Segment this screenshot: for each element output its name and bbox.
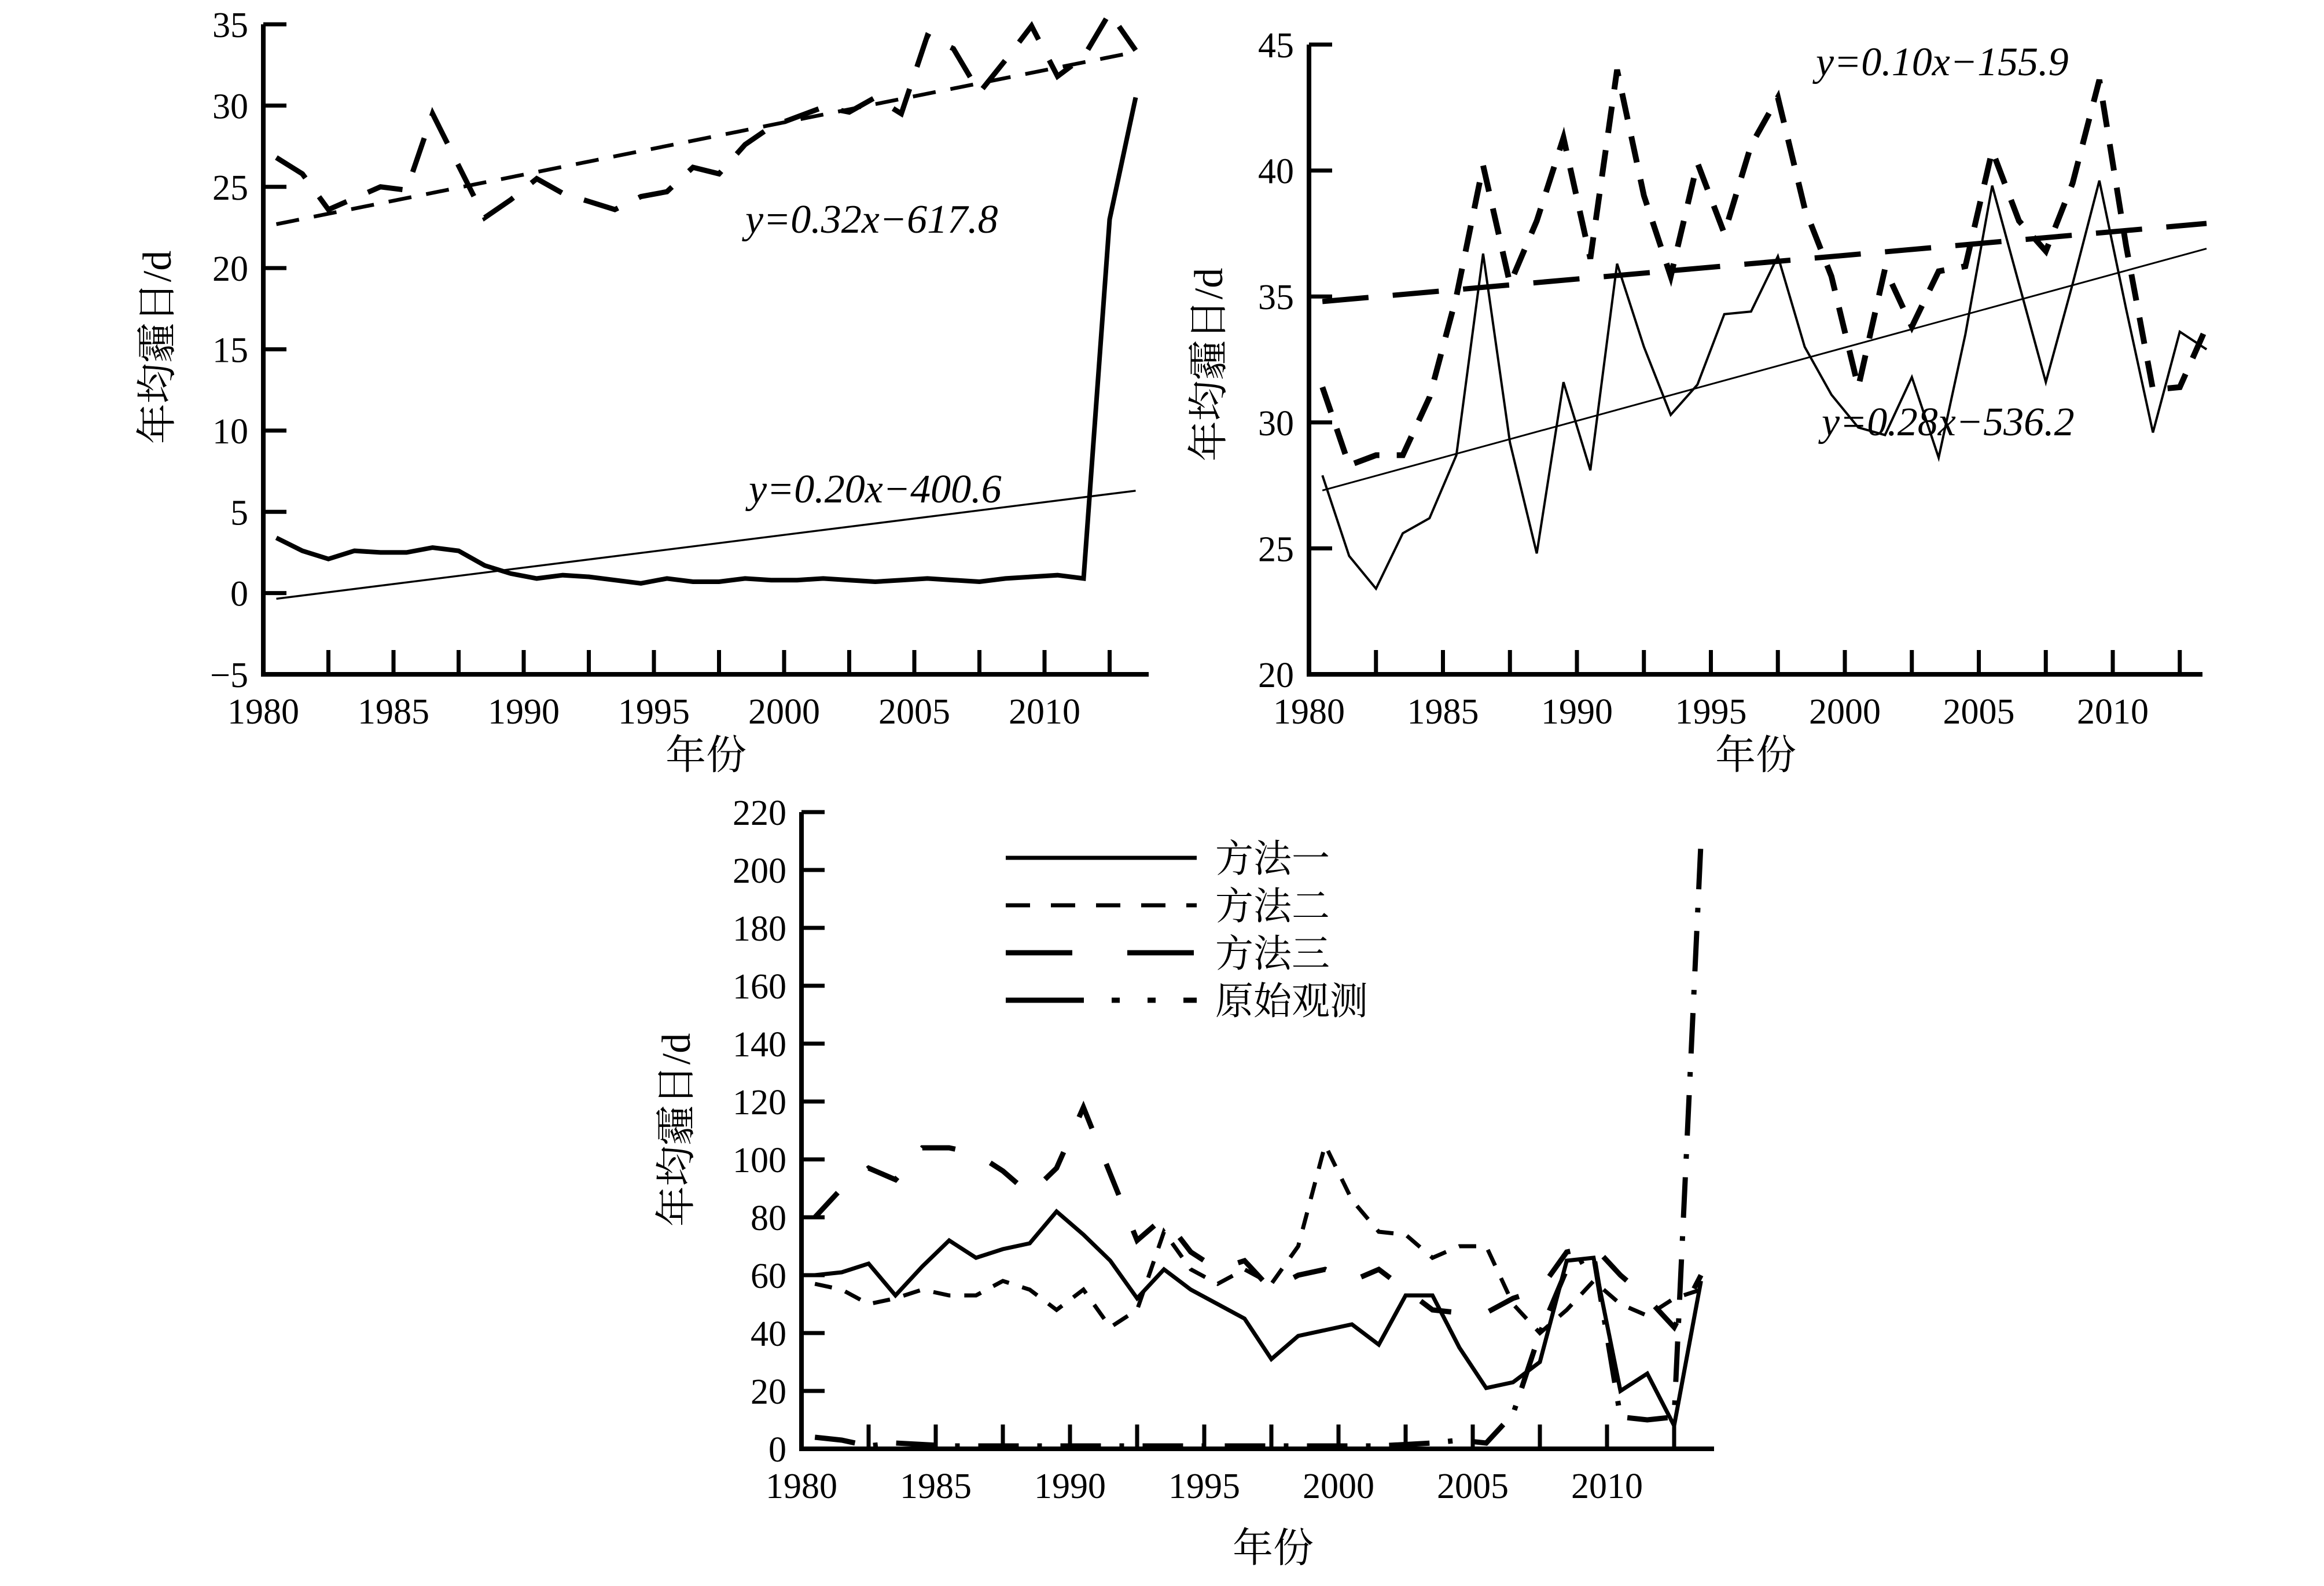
y-tick-label: 20 xyxy=(212,249,248,289)
x-axis-title: 年份 xyxy=(1715,733,1796,778)
x-tick-label: 1980 xyxy=(227,692,299,732)
x-tick-label: 1990 xyxy=(488,692,560,732)
y-tick-label: 40 xyxy=(751,1315,786,1354)
y-tick-label: 100 xyxy=(733,1141,786,1180)
y-tick-label: 180 xyxy=(733,909,786,949)
x-tick-label: 1990 xyxy=(1541,692,1613,732)
y-tick-label: 25 xyxy=(212,168,248,208)
series-reconstructed-series xyxy=(277,13,1136,218)
x-tick-label: 1995 xyxy=(1168,1467,1240,1506)
series-observed-series xyxy=(815,841,1701,1446)
y-tick-label: 200 xyxy=(733,851,786,891)
y-tick-label: 30 xyxy=(212,87,248,127)
y-tick-label: 35 xyxy=(1258,278,1294,318)
x-axis-title: 年份 xyxy=(1233,1526,1314,1571)
legend-label-method2: 方法二 xyxy=(1215,886,1330,928)
y-tick-label: 140 xyxy=(733,1025,786,1064)
x-tick-label: 2005 xyxy=(1943,692,2015,732)
y-tick-label: 15 xyxy=(212,331,248,370)
equation-annotation: y=0.32x−617.8 xyxy=(745,197,998,242)
y-tick-label: 0 xyxy=(230,574,248,614)
x-tick-label: 2005 xyxy=(878,692,950,732)
y-tick-label: 40 xyxy=(1258,152,1294,192)
legend-label-method1: 方法一 xyxy=(1215,838,1330,880)
y-tick-label: 60 xyxy=(751,1257,786,1296)
y-tick-label: 30 xyxy=(1258,403,1294,443)
x-tick-label: 2000 xyxy=(1303,1467,1374,1506)
y-tick-label: 45 xyxy=(1258,26,1294,65)
y-tick-label: −5 xyxy=(210,656,248,695)
y-tick-label: 20 xyxy=(751,1372,786,1412)
legend-label-observed: 原始观测 xyxy=(1215,981,1368,1023)
x-tick-label: 1980 xyxy=(1273,692,1345,732)
x-tick-label: 1985 xyxy=(358,692,429,732)
y-tick-label: 220 xyxy=(733,794,786,833)
legend-label-method3: 方法三 xyxy=(1215,933,1330,975)
equation-annotation: y=0.20x−400.6 xyxy=(749,467,1002,512)
x-tick-label: 1985 xyxy=(900,1467,972,1506)
y-axis-title: 年均霾日/d xyxy=(1187,267,1231,462)
x-tick-label: 1995 xyxy=(618,692,690,732)
y-tick-label: 20 xyxy=(1258,656,1294,695)
series-method1-series xyxy=(815,1211,1701,1426)
chart-panel-top-right xyxy=(1187,26,2207,778)
x-tick-label: 1995 xyxy=(1675,692,1747,732)
x-tick-label: 2010 xyxy=(1009,692,1080,732)
series-solid-series xyxy=(1322,181,2207,589)
chart-panel-bottom xyxy=(654,794,1714,1571)
x-tick-label: 1980 xyxy=(766,1467,837,1506)
equation-annotation: y=0.28x−536.2 xyxy=(1822,400,2075,445)
y-tick-label: 0 xyxy=(768,1430,786,1470)
y-tick-label: 80 xyxy=(751,1199,786,1238)
x-tick-label: 2010 xyxy=(2077,692,2149,732)
y-tick-label: 120 xyxy=(733,1083,786,1122)
x-tick-label: 2000 xyxy=(748,692,820,732)
x-tick-label: 1990 xyxy=(1034,1467,1106,1506)
x-tick-label: 2010 xyxy=(1571,1467,1643,1506)
x-tick-label: 1985 xyxy=(1407,692,1479,732)
x-axis-title: 年份 xyxy=(665,733,747,778)
y-axis-title: 年均霾日/d xyxy=(654,1033,699,1227)
chart-panel-top-left xyxy=(135,6,1149,778)
y-tick-label: 25 xyxy=(1258,530,1294,570)
equation-annotation: y=0.10x−155.9 xyxy=(1816,40,2069,85)
y-tick-label: 5 xyxy=(230,493,248,533)
y-tick-label: 10 xyxy=(212,412,248,451)
x-tick-label: 2000 xyxy=(1809,692,1881,732)
x-tick-label: 2005 xyxy=(1437,1467,1509,1506)
trendline-trend-dashed xyxy=(277,52,1136,225)
y-tick-label: 160 xyxy=(733,967,786,1007)
legend xyxy=(1006,838,1368,1023)
y-axis-title: 年均霾日/d xyxy=(135,250,180,445)
y-tick-label: 35 xyxy=(212,6,248,45)
